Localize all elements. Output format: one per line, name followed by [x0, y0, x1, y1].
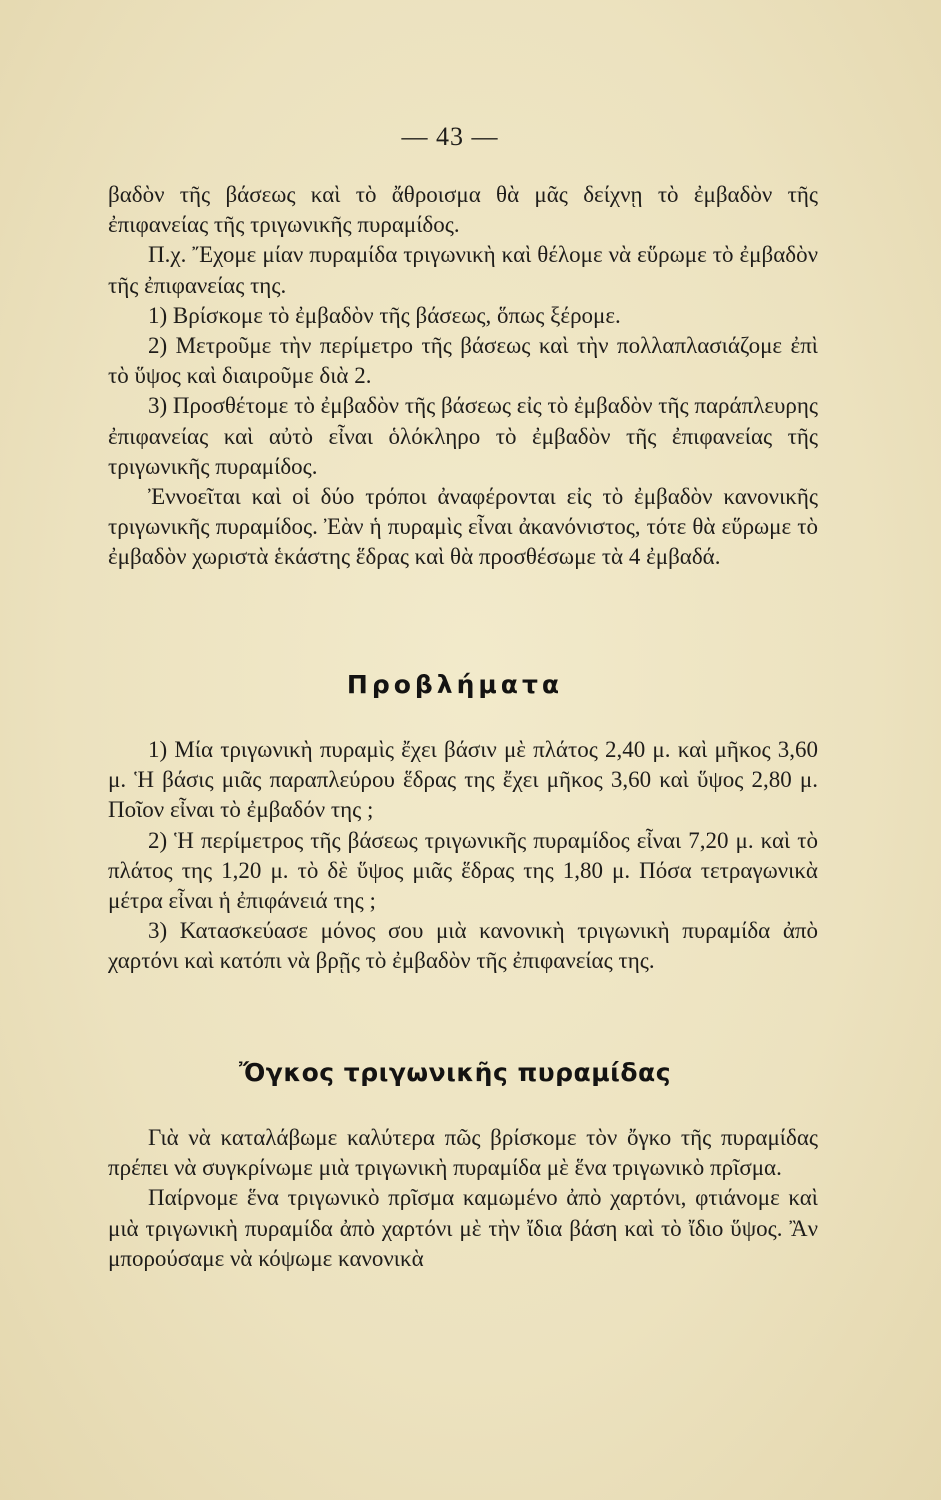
problem-1: 1) Μία τριγωνικὴ πυραμὶς ἔχει βάσιν μὲ πλάτος 2,40 μ. καὶ μῆκος 3,60 μ. Ἡ βάσις μιᾶς παραπλεύρου ἕδρας της ἔχει μῆκος 3,60 καὶ ὕψος 2,80 μ. Ποῖον εἶναι τὸ ἐμβαδόν της ; — [108, 737, 818, 823]
intro-section — [108, 180, 818, 573]
volume-heading: Ὄγκος τριγωνικῆς πυραμίδας — [238, 1058, 672, 1087]
intro-step-2: 2) Μετροῦμε τὴν περίμετρο τῆς βάσεως καὶ τὴν πολλαπλασιάζομε ἐπὶ τὸ ὕψος καὶ διαιροῦμε διὰ 2. — [108, 333, 818, 389]
intro-step-3: 3) Προσθέτομε τὸ ἐμβαδὸν τῆς βάσεως εἰς τὸ ἐμβαδὸν τῆς παράπλευρης ἐπιφανείας καὶ αὐτὸ εἶναι ὁλόκληρο τὸ ἐμβαδὸν τῆς ἐπιφανείας τῆς τριγωνικῆς πυραμίδος. — [108, 393, 818, 479]
problems-heading: Προβλήματα — [346, 670, 564, 699]
problem-3: 3) Κατασκεύασε μόνος σου μιὰ κανονικὴ τριγωνικὴ πυραμίδα ἀπὸ χαρτόνι καὶ κατόπι νὰ βρῇς τὸ ἐμβαδὸν τῆς ἐπιφανείας της. — [108, 918, 818, 974]
intro-paragraph-example: Π.χ. Ἔχομε μίαν πυραμίδα τριγωνικὴ καὶ θέλομε νὰ εὕρωμε τὸ ἐμβαδὸν τῆς ἐπιφανείας της. — [108, 242, 818, 298]
intro-paragraph-note: Ἐννοεῖται καὶ οἱ δύο τρόποι ἀναφέρονται εἰς τὸ ἐμβαδὸν κανονικῆς τριγωνικῆς πυραμίδος. Ἐὰν ἡ πυραμὶς εἶναι ἀκανόνιστος, τότε θὰ εὕρωμε τὸ ἐμβαδὸν χωριστὰ ἑκάστης ἕδρας καὶ θὰ προσθέσωμε τὰ 4 ἐμβαδά. — [108, 484, 818, 570]
volume-section — [108, 1123, 818, 1274]
volume-paragraph-2: Παίρνομε ἕνα τριγωνικὸ πρῖσμα καμωμένο ἀπὸ χαρτόνι, φτιάνομε καὶ μιὰ τριγωνικὴ πυραμίδα ἀπὸ χαρτόνι μὲ τὴν ἴδια βάση καὶ τὸ ἴδιο ὕψος. Ἂν μπορούσαμε νὰ κόψωμε κανονικὰ — [108, 1185, 818, 1271]
page-number: — 43 — — [401, 122, 499, 151]
problems-section — [108, 735, 818, 977]
volume-paragraph-1: Γιὰ νὰ καταλάβωμε καλύτερα πῶς βρίσκομε τὸν ὄγκο τῆς πυραμίδας πρέπει νὰ συγκρίνωμε μιὰ τριγωνικὴ πυραμίδα μὲ ἕνα τριγωνικὸ πρῖσμα. — [108, 1125, 818, 1181]
problem-2: 2) Ἡ περίμετρος τῆς βάσεως τριγωνικῆς πυραμίδος εἶναι 7,20 μ. καὶ τὸ πλάτος της 1,20 μ. τὸ δὲ ὕψος μιᾶς ἕδρας της 1,80 μ. Πόσα τετραγωνικὰ μέτρα εἶναι ἡ ἐπιφάνειά της ; — [108, 827, 818, 914]
intro-step-1: 1) Βρίσκομε τὸ ἐμβαδὸν τῆς βάσεως, ὅπως ξέρομε. — [148, 302, 621, 328]
intro-paragraph-continuation: βαδὸν τῆς βάσεως καὶ τὸ ἄθροισμα θὰ μᾶς δείχνῃ τὸ ἐμβαδὸν τῆς ἐπιφανείας τῆς τριγωνικῆς πυραμίδος. — [108, 182, 818, 238]
